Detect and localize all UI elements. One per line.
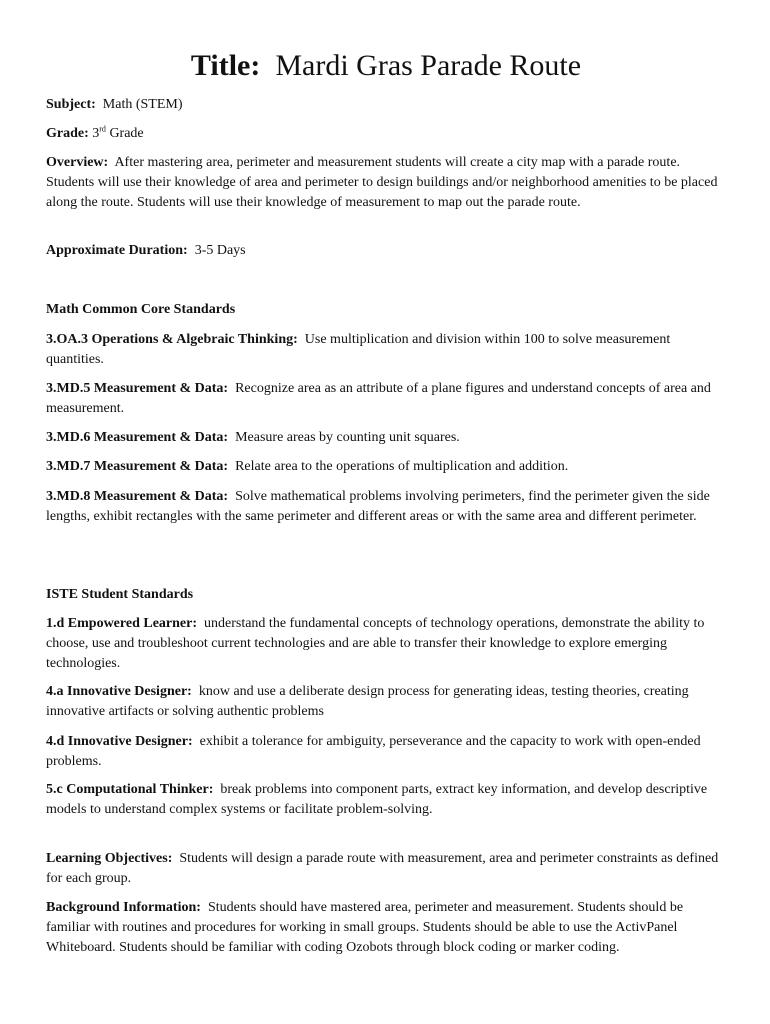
background-label: Background Information:: [46, 900, 201, 915]
subject-label: Subject:: [46, 97, 96, 112]
standard-label: 3.OA.3 Operations & Algebraic Thinking:: [46, 332, 298, 347]
math-standards-heading: Math Common Core Standards: [46, 302, 236, 317]
duration-line: [46, 241, 726, 261]
standard-text: Relate area to the operations of multiplication and addition.: [235, 459, 569, 474]
duration-label: Approximate Duration:: [46, 243, 188, 258]
overview-label: Overview:: [46, 155, 109, 170]
background-text: Students should have mastered area, perimeter and measurement. Students should be familiar with routines and procedures for working in small groups. Students should be able to use the ActivPanel Whiteboard. Students should be familiar with coding Ozobots through block coding or marker coding.: [46, 900, 684, 955]
learning-objectives-text: Students will design a parade route with measurement, area and perimeter constraints as defined for each group.: [46, 851, 719, 886]
title-value: Mardi Gras Parade Route: [275, 49, 582, 82]
math-standard-item: [46, 379, 726, 419]
grade-line: [46, 124, 726, 144]
standard-text: Recognize area as an attribute of a plane figures and understand concepts of area and measurement.: [46, 381, 711, 416]
iste-standard-item: [46, 780, 726, 820]
grade-word: Grade: [109, 126, 144, 141]
standard-label: 4.a Innovative Designer:: [46, 684, 192, 699]
learning-objectives-paragraph: [46, 849, 726, 889]
standard-text: exhibit a tolerance for ambiguity, perseverance and the capacity to work with open-ended problems.: [46, 734, 701, 769]
grade-label: Grade:: [46, 126, 89, 141]
standard-label: 3.MD.6 Measurement & Data:: [46, 430, 229, 445]
standard-label: 3.MD.8 Measurement & Data:: [46, 489, 229, 504]
overview-paragraph: [46, 153, 726, 213]
standard-label: 3.MD.5 Measurement & Data:: [46, 381, 229, 396]
standard-text: Measure areas by counting unit squares.: [235, 430, 460, 445]
math-standard-item: [46, 330, 726, 370]
grade-number: 3: [92, 126, 100, 141]
subject-value: Math (STEM): [102, 97, 183, 112]
math-standard-item: [46, 428, 726, 448]
learning-objectives-label: Learning Objectives:: [46, 851, 173, 866]
iste-standard-item: [46, 614, 726, 674]
standard-text: understand the fundamental concepts of technology operations, demonstrate the ability to choose, use and troubleshoot current technologies and are able to transfer their knowledge to explore emerging technologies.: [46, 616, 705, 671]
standard-text: Use multiplication and division within 100 to solve measurement quantities.: [46, 332, 671, 367]
title-label: Title:: [190, 49, 261, 82]
standard-label: 3.MD.7 Measurement & Data:: [46, 459, 229, 474]
grade-suffix: rd: [99, 124, 106, 134]
overview-text: After mastering area, perimeter and measurement students will create a city map with a parade route. Students will use their knowledge of area and perimeter to design buildings and/or neighborhood amenities to be placed along the route. Students will use their knowledge of measurement to map out the parade route.: [46, 155, 718, 210]
standard-label: 5.c Computational Thinker:: [46, 782, 214, 797]
standard-label: 4.d Innovative Designer:: [46, 734, 193, 749]
iste-standards-heading: ISTE Student Standards: [46, 587, 194, 602]
iste-standard-item: [46, 732, 726, 772]
standard-label: 1.d Empowered Learner:: [46, 616, 197, 631]
standard-text: break problems into component parts, extract key information, and develop descriptive models to understand complex systems or facilitate problem-solving.: [46, 782, 708, 817]
subject-line: [46, 95, 726, 115]
duration-value: 3-5 Days: [194, 243, 246, 258]
standard-text: know and use a deliberate design process for generating ideas, testing theories, creating innovative artifacts or solving authentic problems: [46, 684, 689, 719]
page-title: [46, 46, 726, 86]
math-standard-item: [46, 487, 726, 527]
standard-text: Solve mathematical problems involving perimeters, find the perimeter given the side lengths, exhibit rectangles with the same perimeter and different areas or with the same area and different perimeter.: [46, 489, 710, 524]
math-standard-item: [46, 457, 726, 477]
iste-standard-item: [46, 682, 726, 722]
background-paragraph: [46, 898, 726, 958]
